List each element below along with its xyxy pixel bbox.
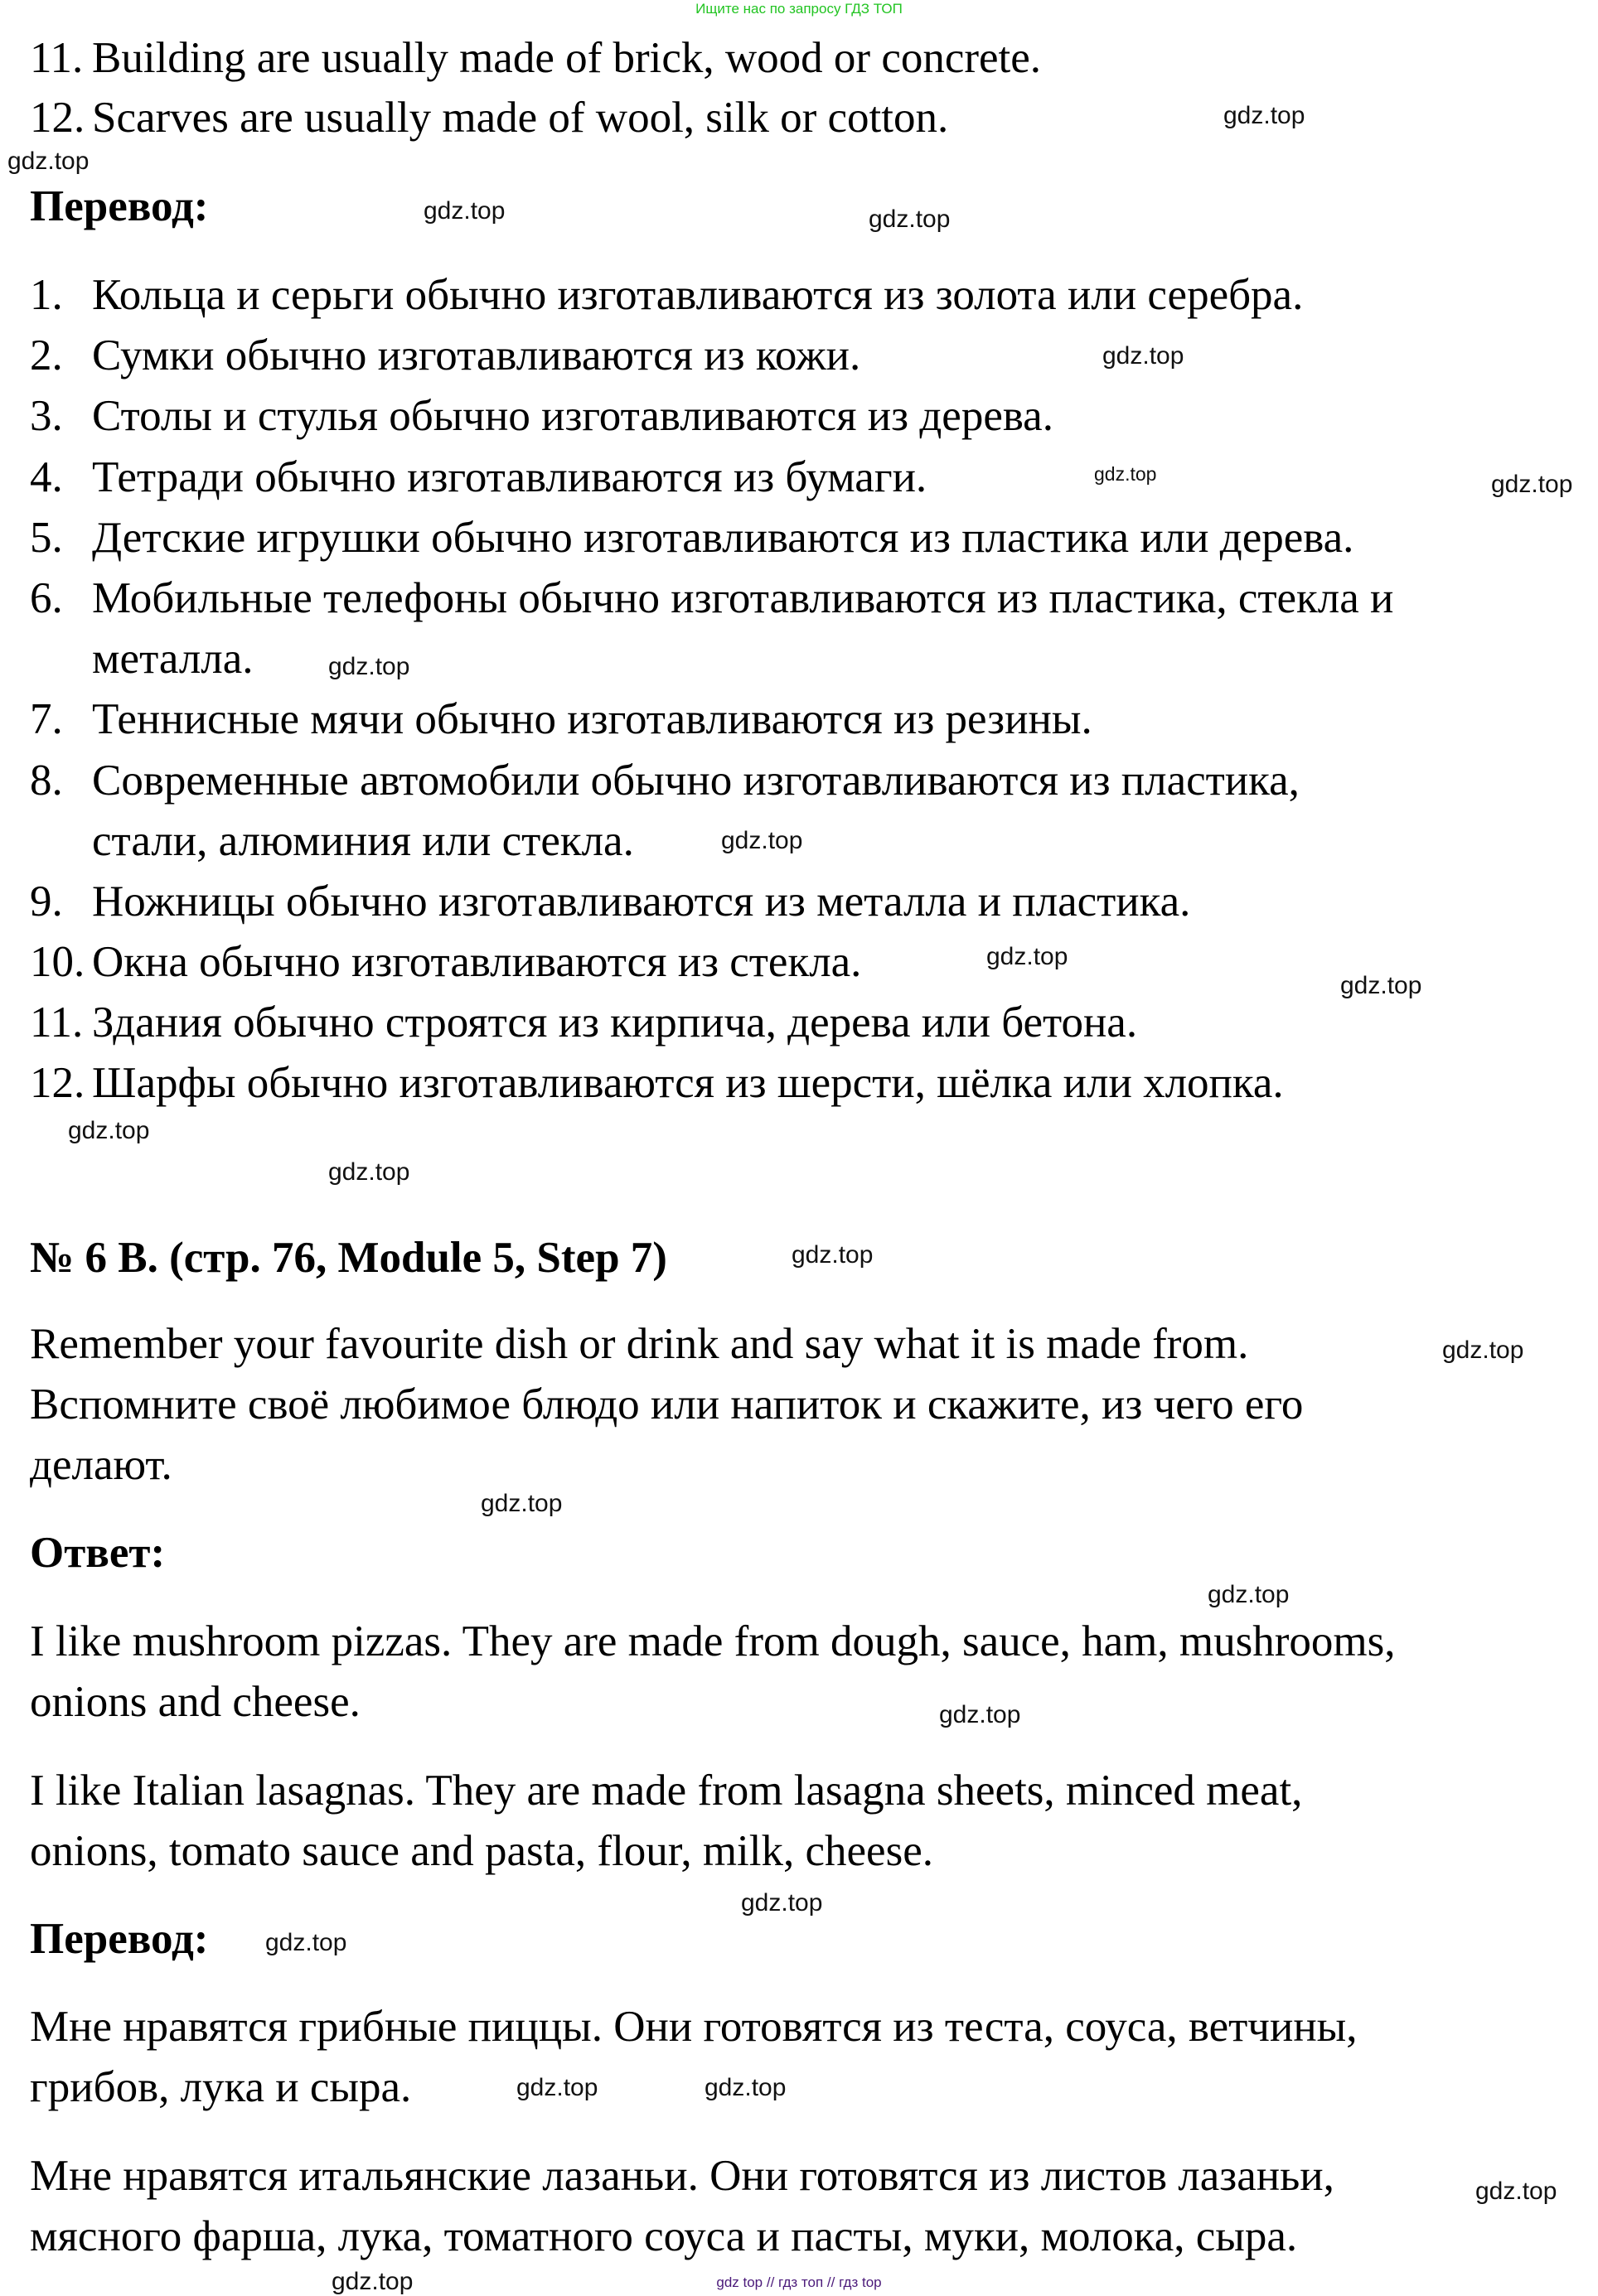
exercise-heading: № 6 B. (стр. 76, Module 5, Step 7): [30, 1234, 667, 1282]
item-number: 5.: [30, 514, 63, 562]
watermark-text: gdz.top: [1102, 342, 1184, 370]
task-text: делают.: [30, 1441, 172, 1489]
watermark-text: gdz.top: [869, 205, 951, 233]
watermark-text: gdz.top: [1442, 1337, 1524, 1364]
item-number: 8.: [30, 756, 63, 805]
watermark-text: gdz.top: [741, 1889, 823, 1917]
item-number: 11.: [30, 34, 84, 82]
item-text: Ножницы обычно изготавливаются из металла и пластика.: [92, 877, 1191, 926]
item-text: Тетради обычно изготавливаются из бумаги.: [92, 453, 927, 501]
translation-text: Мне нравятся итальянские лазаньи. Они готовятся из листов лазаньи,: [30, 2152, 1334, 2200]
watermark-text: gdz.top: [1475, 2178, 1557, 2205]
item-number: 11.: [30, 998, 84, 1046]
item-number: 12.: [30, 94, 85, 142]
item-text: Сумки обычно изготавливаются из кожи.: [92, 331, 861, 379]
watermark-text: gdz.top: [1208, 1581, 1290, 1608]
item-text: Scarves are usually made of wool, silk or cotton.: [92, 94, 949, 142]
item-number: 12.: [30, 1059, 85, 1107]
item-text: Столы и стулья обычно изготавливаются из дерева.: [92, 392, 1053, 440]
watermark-text: gdz.top: [481, 1490, 563, 1517]
item-text: Шарфы обычно изготавливаются из шерсти, шёлка или хлопка.: [92, 1059, 1284, 1107]
answer-text: onions and cheese.: [30, 1678, 361, 1726]
item-text-cont: стали, алюминия или стекла.: [92, 817, 634, 865]
item-text: Мобильные телефоны обычно изготавливаются из пластика, стекла и: [92, 574, 1394, 622]
footer-link[interactable]: гдз top: [839, 2274, 882, 2290]
watermark-text: gdz.top: [68, 1117, 150, 1144]
watermark-text: gdz.top: [986, 943, 1068, 970]
watermark-text: gdz.top: [1491, 471, 1573, 498]
watermark-text: gdz.top: [7, 147, 90, 175]
item-number: 2.: [30, 331, 63, 379]
item-text: Окна обычно изготавливаются из стекла.: [92, 938, 862, 986]
watermark-text: gdz.top: [328, 653, 410, 680]
watermark-text: gdz.top: [721, 827, 803, 854]
answer-text: I like mushroom pizzas. They are made from dough, sauce, ham, mushrooms,: [30, 1617, 1396, 1665]
watermark-text: gdz.top: [792, 1241, 874, 1269]
item-number: 7.: [30, 695, 63, 743]
footer-separator: //: [826, 2274, 835, 2290]
search-banner[interactable]: Ищите нас по запросу ГДЗ ТОП: [695, 1, 903, 17]
watermark-text: gdz.top: [939, 1701, 1021, 1728]
answer-text: I like Italian lasagnas. They are made from lasagna sheets, minced meat,: [30, 1767, 1303, 1815]
watermark-text: gdz.top: [1223, 102, 1305, 129]
item-number: 10.: [30, 938, 85, 986]
item-number: 4.: [30, 453, 63, 501]
watermark-text: gdz.top: [705, 2074, 787, 2101]
translation-text: грибов, лука и сыра.: [30, 2063, 412, 2111]
answer-text: onions, tomato sauce and pasta, flour, milk, cheese.: [30, 1827, 933, 1875]
task-text: Remember your favourite dish or drink and say what it is made from.: [30, 1320, 1249, 1368]
watermark-text: gdz.top: [424, 197, 506, 225]
answer-heading: Ответ:: [30, 1529, 166, 1577]
footer-link[interactable]: гдз топ: [778, 2274, 824, 2290]
footer-link[interactable]: gdz top: [716, 2274, 763, 2290]
footer-links: [0, 2274, 1598, 2292]
task-text: Вспомните своё любимое блюдо или напиток и скажите, из чего его: [30, 1380, 1304, 1428]
item-text: Детские игрушки обычно изготавливаются из пластика или дерева.: [92, 514, 1354, 562]
watermark-text: gdz.top: [516, 2074, 598, 2101]
translation-text: Мне нравятся грибные пиццы. Они готовятся из теста, соуса, ветчины,: [30, 2003, 1358, 2051]
item-number: 6.: [30, 574, 63, 622]
watermark-text: gdz.top: [328, 1158, 410, 1186]
item-text-cont: металла.: [92, 635, 254, 683]
translation-text: мясного фарша, лука, томатного соуса и пасты, муки, молока, сыра.: [30, 2212, 1298, 2260]
watermark-text: gdz.top: [265, 1929, 347, 1956]
item-text: Здания обычно строятся из кирпича, дерева или бетона.: [92, 998, 1138, 1046]
item-text: Building are usually made of brick, wood or concrete.: [92, 34, 1042, 82]
watermark-text: gdz.top: [1094, 463, 1157, 485]
watermark-text: gdz.top: [1340, 972, 1422, 999]
footer-separator: //: [766, 2274, 775, 2290]
translation-heading-2: Перевод:: [30, 1915, 209, 1963]
item-number: 9.: [30, 877, 63, 926]
item-number: 1.: [30, 271, 63, 319]
translation-heading: Перевод:: [30, 182, 209, 230]
item-text: Кольца и серьги обычно изготавливаются из золота или серебра.: [92, 271, 1304, 319]
watermark-text: gdz.top: [332, 2268, 414, 2295]
item-text: Современные автомобили обычно изготавливаются из пластика,: [92, 756, 1300, 805]
item-number: 3.: [30, 392, 63, 440]
item-text: Теннисные мячи обычно изготавливаются из резины.: [92, 695, 1092, 743]
